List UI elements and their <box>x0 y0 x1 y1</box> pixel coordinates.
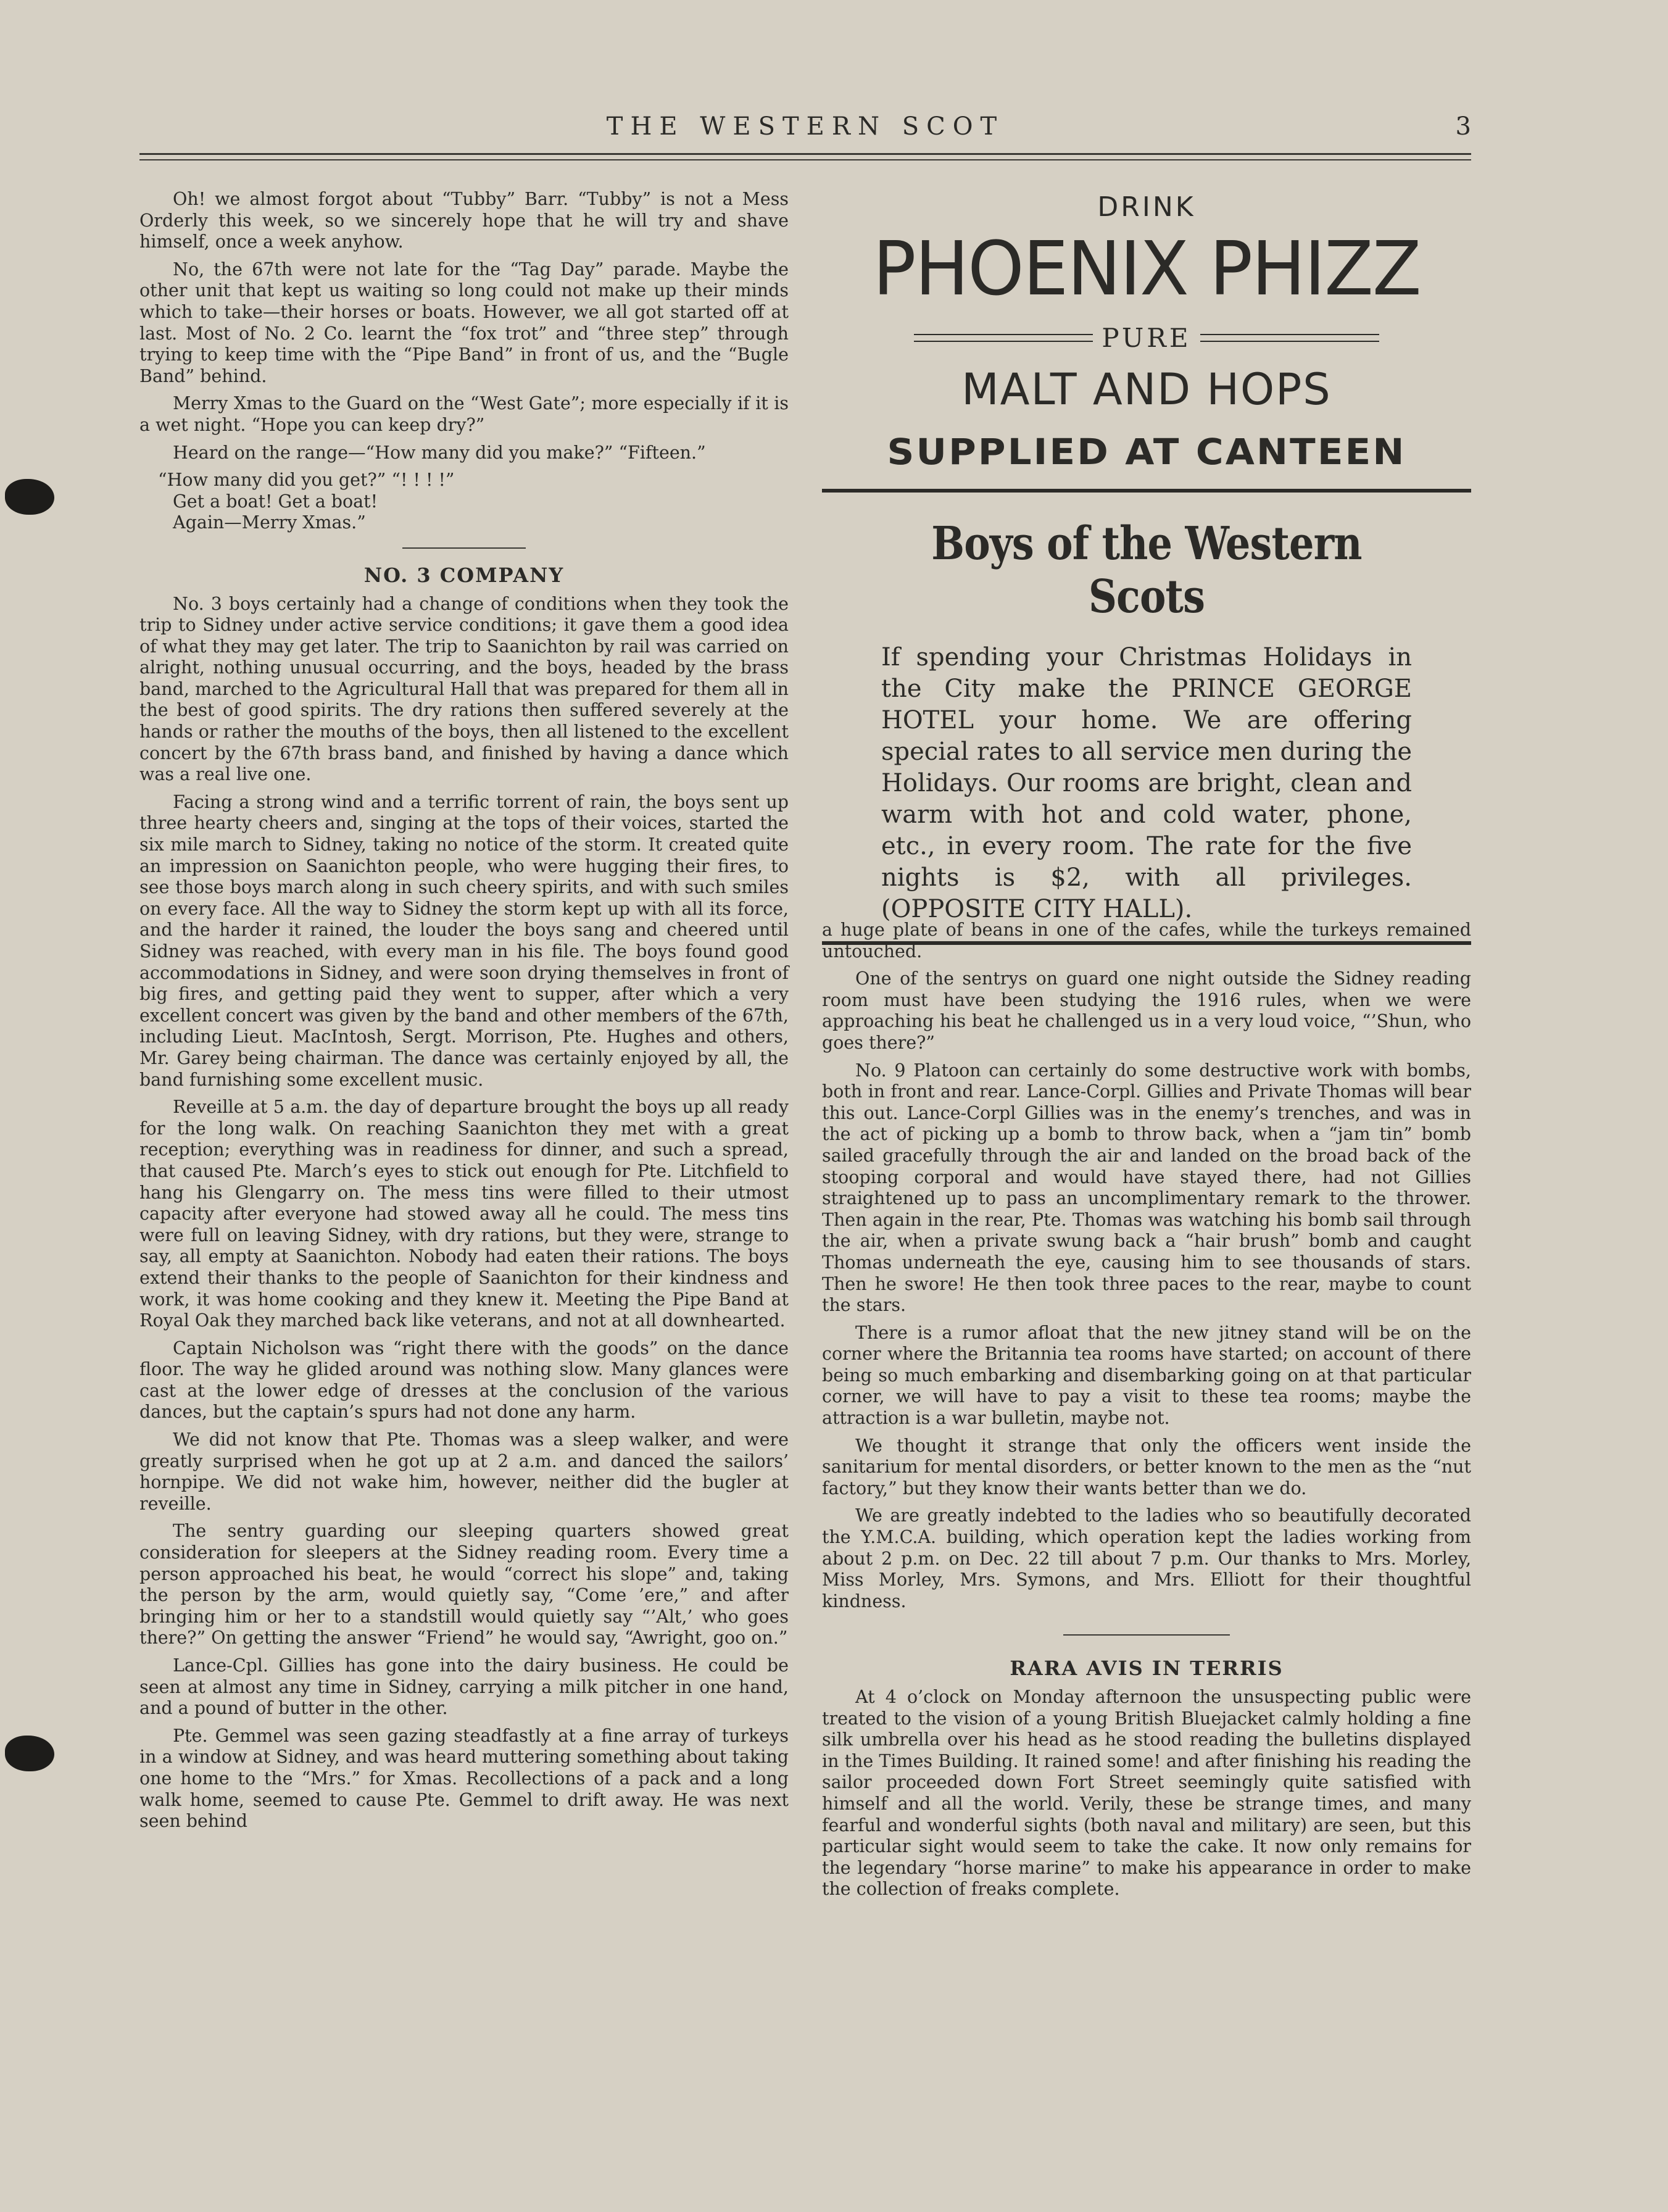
ad-malt-line: MALT AND HOPS <box>961 364 1332 415</box>
dialog-line: Get a boat! Get a boat! <box>173 491 378 512</box>
section-heading: NO. 3 COMPANY <box>363 563 565 587</box>
ad-brand-name: PHOENIX PHIZZ <box>873 227 1421 312</box>
paragraph: Pte. Gemmel was seen gazing steadfastly at a fine array of turkeys in a window at Sidney, and was heard muttering something about taking one home to the “Mrs.” for Xmas. Recollections of a pack and a long walk home, seemed to cause Pte. Gemmel to drift away. He was next seen behind <box>139 1725 789 1832</box>
paragraph: No, the 67th were not late for the “Tag Day” parade. Maybe the other unit that kept us waiting so long could not make up their minds which to take—their horses or boats. However, we all got started off at last. Most of No. 2 Co. learnt the “fox trot” and “three step” through trying to keep time with the “Pipe Band” in front of us, and the “Bugle Band” behind. <box>139 259 789 386</box>
ad-pure-label: PURE <box>1102 323 1192 353</box>
paragraph: We did not know that Pte. Thomas was a sleep walker, and were greatly surprised when he got up at 2 a.m. and danced the sailors’ hornpipe. We did not wake him, however, neither did the bugler at reveille. <box>139 1429 789 1514</box>
paragraph: We thought it strange that only the officers went inside the sanitarium for mental disorders, or better known to the men as the “nut factory,” but they know their wants better than we do. <box>822 1435 1471 1499</box>
ad-pure-row <box>822 323 1471 353</box>
running-head <box>139 112 1471 149</box>
ad-drink-label: DRINK <box>1097 191 1196 223</box>
header-rule <box>139 153 1471 155</box>
double-rule <box>914 334 1093 342</box>
page-number: 3 <box>1455 112 1471 141</box>
advertisement <box>822 185 1471 945</box>
paragraph: No. 9 Platoon can certainly do some destructive work with bombs, both in front and rear. Lance-Corpl. Gillies and Private Thomas will bear this out. Lance-Corpl Gillies was in the enemy’s trenches, and was in the act of picking up a bomb to throw back, when a “jam tin” bomb sailed gracefully through the air and landed on the broad back of the stooping corporal and would have stayed there, had not Gillies straightened up to pass an uncomplimentary remark to the thrower. Then again in the rear, Pte. Thomas was watching his bomb sail through the air, when a private swung back a “hair brush” bomb and caught Thomas underneath the eye, causing him to see thousands of stars. Then he swore! He then took three paces to the rear, maybe to count the stars. <box>822 1060 1471 1316</box>
binder-hole-top <box>5 479 54 515</box>
paragraph: a huge plate of beans in one of the cafes, while the turkeys remained untouched. <box>822 920 1471 962</box>
publication-title: THE WESTERN SCOT <box>606 112 1005 141</box>
paragraph: Lance-Cpl. Gillies has gone into the dairy business. He could be seen at almost any time in Sidney, carrying a milk pitcher in one hand, and a pound of butter in the other. <box>139 1655 789 1719</box>
section-separator <box>1063 1634 1230 1636</box>
binder-hole-bottom <box>5 1736 54 1771</box>
paragraph: Merry Xmas to the Guard on the “West Gate”; more especially if it is a wet night. “Hope you can keep dry?” <box>139 393 789 435</box>
paragraph: Reveille at 5 a.m. the day of departure brought the boys up all ready for the long walk. On reaching Saanichton they met with a great reception; everything was in readiness for dinner, and such a spread, that caused Pte. March’s eyes to stick out enough for Pte. Litchfield to hang his Glengarry on. The mess tins were filled to their utmost capacity after everyone had stowed away all he could. The mess tins were full on leaving Sidney, with dry rations, but they were, strange to say, all empty at Saanichton. Nobody had eaten their rations. The boys extend their thanks to the people of Saanichton for their kindness and work, it was home cooking and they knew it. Meeting the Pipe Band at Royal Oak they marched back like veterans, and not at all downhearted. <box>139 1097 789 1331</box>
paragraph: Oh! we almost forgot about “Tubby” Barr. “Tubby” is not a Mess Orderly this week, so we sincerely hope that he will try and shave himself, once a week anyhow. <box>139 189 789 252</box>
double-rule <box>1200 334 1379 342</box>
hotel-ad-body: If spending your Christmas Holidays in the City make the PRINCE GEORGE HOTEL your home. We are offering special rates to all service men during the Holidays. Our rooms are bright, clean and warm with hot and cold water, phone, etc., in every room. The rate for the five nights is $2, with all privileges. (OPPOSITE CITY HALL). <box>881 643 1412 923</box>
right-column <box>822 920 1471 1906</box>
section-heading: RARA AVIS IN TERRIS <box>1010 1657 1284 1681</box>
dialog-line: “How many did you get?” “! ! ! !” <box>158 470 455 491</box>
left-column <box>139 189 789 1839</box>
paragraph: One of the sentrys on guard one night outside the Sidney reading room must have been studying the 1916 rules, when we were approaching his beat he challenged us in a very loud voice, “’Shun, who goes there?” <box>822 968 1471 1053</box>
header-rule <box>139 159 1471 160</box>
paragraph: No. 3 boys certainly had a change of conditions when they took the trip to Sidney under active service conditions; it gave them a good idea of what they may get later. The trip to Saanichton by rail was carried on alright, nothing unusual occurring, and the boys, headed by the brass band, marched to the Agricultural Hall that was prepared for them all in the best of good spirits. The dry rations then suffered severely at the hands or rather the mouths of the boys, then all listened to the excellent concert by the 67th brass band, and finished by having a dance which was a real live one. <box>139 593 789 785</box>
dialog-line: Again—Merry Xmas.” <box>173 512 366 533</box>
paragraph: Heard on the range—“How many did you make?” “Fifteen.” <box>173 442 706 463</box>
ad-canteen-line: SUPPLIED AT CANTEEN <box>887 431 1406 473</box>
paragraph: Facing a strong wind and a terrific torrent of rain, the boys sent up three hearty cheers and, singing at the tops of their voices, started the six mile march to Sidney, taking no notice of the storm. It created quite an impression on Saanichton people, who were hugging their fires, to see those boys march along in such cheery spirits, and with such smiles on every face. All the way to Sidney the storm kept up with all its force, and the harder it rained, the louder the boys sang and cheered until Sidney was reached, with every man in his file. The boys found good accommodations in Sidney, and were soon drying themselves in front of big fires, and getting paid they went to supper, after which a very excellent concert was given by the band and other members of the 67th, including Lieut. MacIntosh, Sergt. Morrison, Pte. Hughes and others, Mr. Garey being chairman. The dance was certainly enjoyed by all, the band furnishing some excellent music. <box>139 791 789 1090</box>
paragraph: The sentry guarding our sleeping quarters showed great consideration for sleepers at the Sidney reading room. Every time a person approached his beat, he would “correct his slope” and, taking the person by the arm, would quietly say, “Come ’ere,” and after bringing him or her to a standstill would quietly say “’Alt,’ who goes there?” On getting the answer “Friend” he would say, “Awright, goo on.” <box>139 1521 789 1649</box>
paragraph: At 4 o’clock on Monday afternoon the unsuspecting public were treated to the vision of a young British Bluejacket calmly holding a fine silk umbrella over his head as he stood reading the bulletins displayed in the Times Building. It rained some! and after finishing his reading the sailor proceeded down Fort Street seemingly quite satisfied with himself and all the world. Verily, these be strange times, and many fearful and wonderful sights (both naval and military) are seen, but this particular sight would seem to take the cake. It now only remains for the legendary “horse marine” to make his appearance in order to make the collection of freaks complete. <box>822 1687 1471 1900</box>
hotel-ad-title: Boys of the Western Scots <box>931 517 1362 623</box>
section-separator <box>402 547 526 549</box>
paragraph: There is a rumor afloat that the new jitney stand will be on the corner where the Britannia tea rooms have started; on account of there being so much embarking and disembarking going on at that particular corner, we will have to pay a visit to these tea rooms; maybe the attraction is a war bulletin, maybe not. <box>822 1322 1471 1429</box>
paragraph: Captain Nicholson was “right there with the goods” on the dance floor. The way he glided around was nothing slow. Many glances were cast at the lower edge of dresses at the conclusion of the various dances, but the captain’s spurs had not done any harm. <box>139 1337 789 1423</box>
paragraph: We are greatly indebted to the ladies who so beautifully decorated the Y.M.C.A. building, which operation kept the ladies working from about 2 p.m. on Dec. 22 till about 7 p.m. Our thanks to Mrs. Morley, Miss Morley, Mrs. Symons, and Mrs. Elliott for their thoughtful kindness. <box>822 1505 1471 1611</box>
ad-divider <box>822 489 1471 493</box>
